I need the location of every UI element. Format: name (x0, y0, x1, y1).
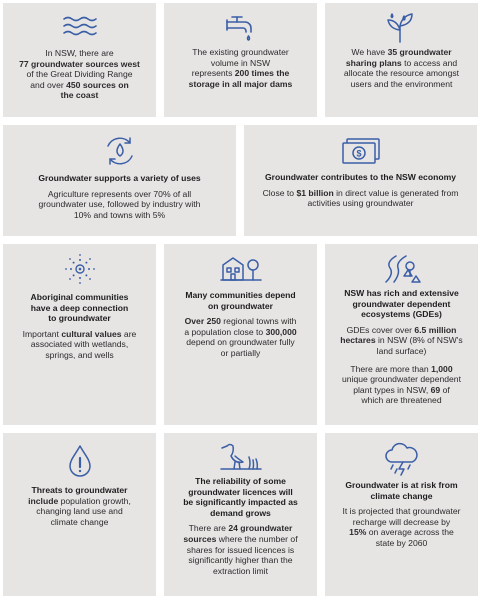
card-climate-change-risk: Groundwater is at risk from climate change It is projected that groundwater recharge will decrease by 15% on average across the state by 2060 (325, 433, 478, 596)
card-licence-reliability: The reliability of some groundwater licences will be significantly impacted as demand grows There are 24 groundwater sources where the number of shares for issued licences is significantly higher than the extraction limit (164, 433, 317, 596)
plant-sprout-icon (382, 10, 422, 44)
water-tap-icon (221, 10, 261, 44)
landscape-river-icon (382, 252, 422, 284)
card-nsw-economy: $ Groundwater contributes to the NSW economy Close to $1 billion in direct value is generated from activities using groundwater (244, 125, 477, 236)
card-aboriginal-communities: Aboriginal communities have a deep connection to groundwater Important cultural values are associated with wetlands, springs, and wells (3, 244, 156, 425)
card-variety-of-uses: Groundwater supports a variety of uses Agriculture represents over 70% of all groundwater use, followed by industry with 10% and towns with 5% (3, 125, 236, 236)
warning-drop-icon (65, 443, 95, 479)
storm-cloud-icon (382, 440, 422, 476)
water-waves-icon (60, 12, 100, 42)
heron-bird-icon (219, 440, 263, 472)
card-communities-depend: Many communities depend on groundwater Over 250 regional towns with a population close to 300,000 depend on groundwater fully or partially (164, 244, 317, 425)
card-groundwater-sources: In NSW, there are 77 groundwater sources west of the Great Dividing Range and over 450 sources on the coast (3, 3, 156, 117)
card-gde-ecosystems: NSW has rich and extensive groundwater dependent ecosystems (GDEs) GDEs cover over 6.5 million hectares in NSW (8% of NSW's land surface) There are more than 1,000 unique groundwater dependent plant types in NSW, 69 of which are threatened (325, 244, 478, 425)
card-heading: Groundwater contributes to the NSW economy (265, 172, 456, 182)
card-sharing-plans: We have 35 groundwater sharing plans to access and allocate the resource amongst users and the environment (325, 3, 478, 117)
card-text: In NSW, there are (45, 48, 114, 58)
svg-text:$: $ (355, 148, 362, 159)
card-threats: Threats to groundwater include population growth, changing land use and climate change (3, 433, 156, 596)
aboriginal-dot-art-icon (62, 252, 98, 286)
water-cycle-icon (102, 134, 138, 168)
card-heading: Groundwater supports a variety of uses (38, 173, 201, 183)
house-trees-icon (219, 253, 263, 283)
dollar-banknote-icon (339, 136, 383, 166)
card-groundwater-volume: The existing groundwater volume in NSW represents 200 times the storage in all major dams (164, 3, 317, 117)
